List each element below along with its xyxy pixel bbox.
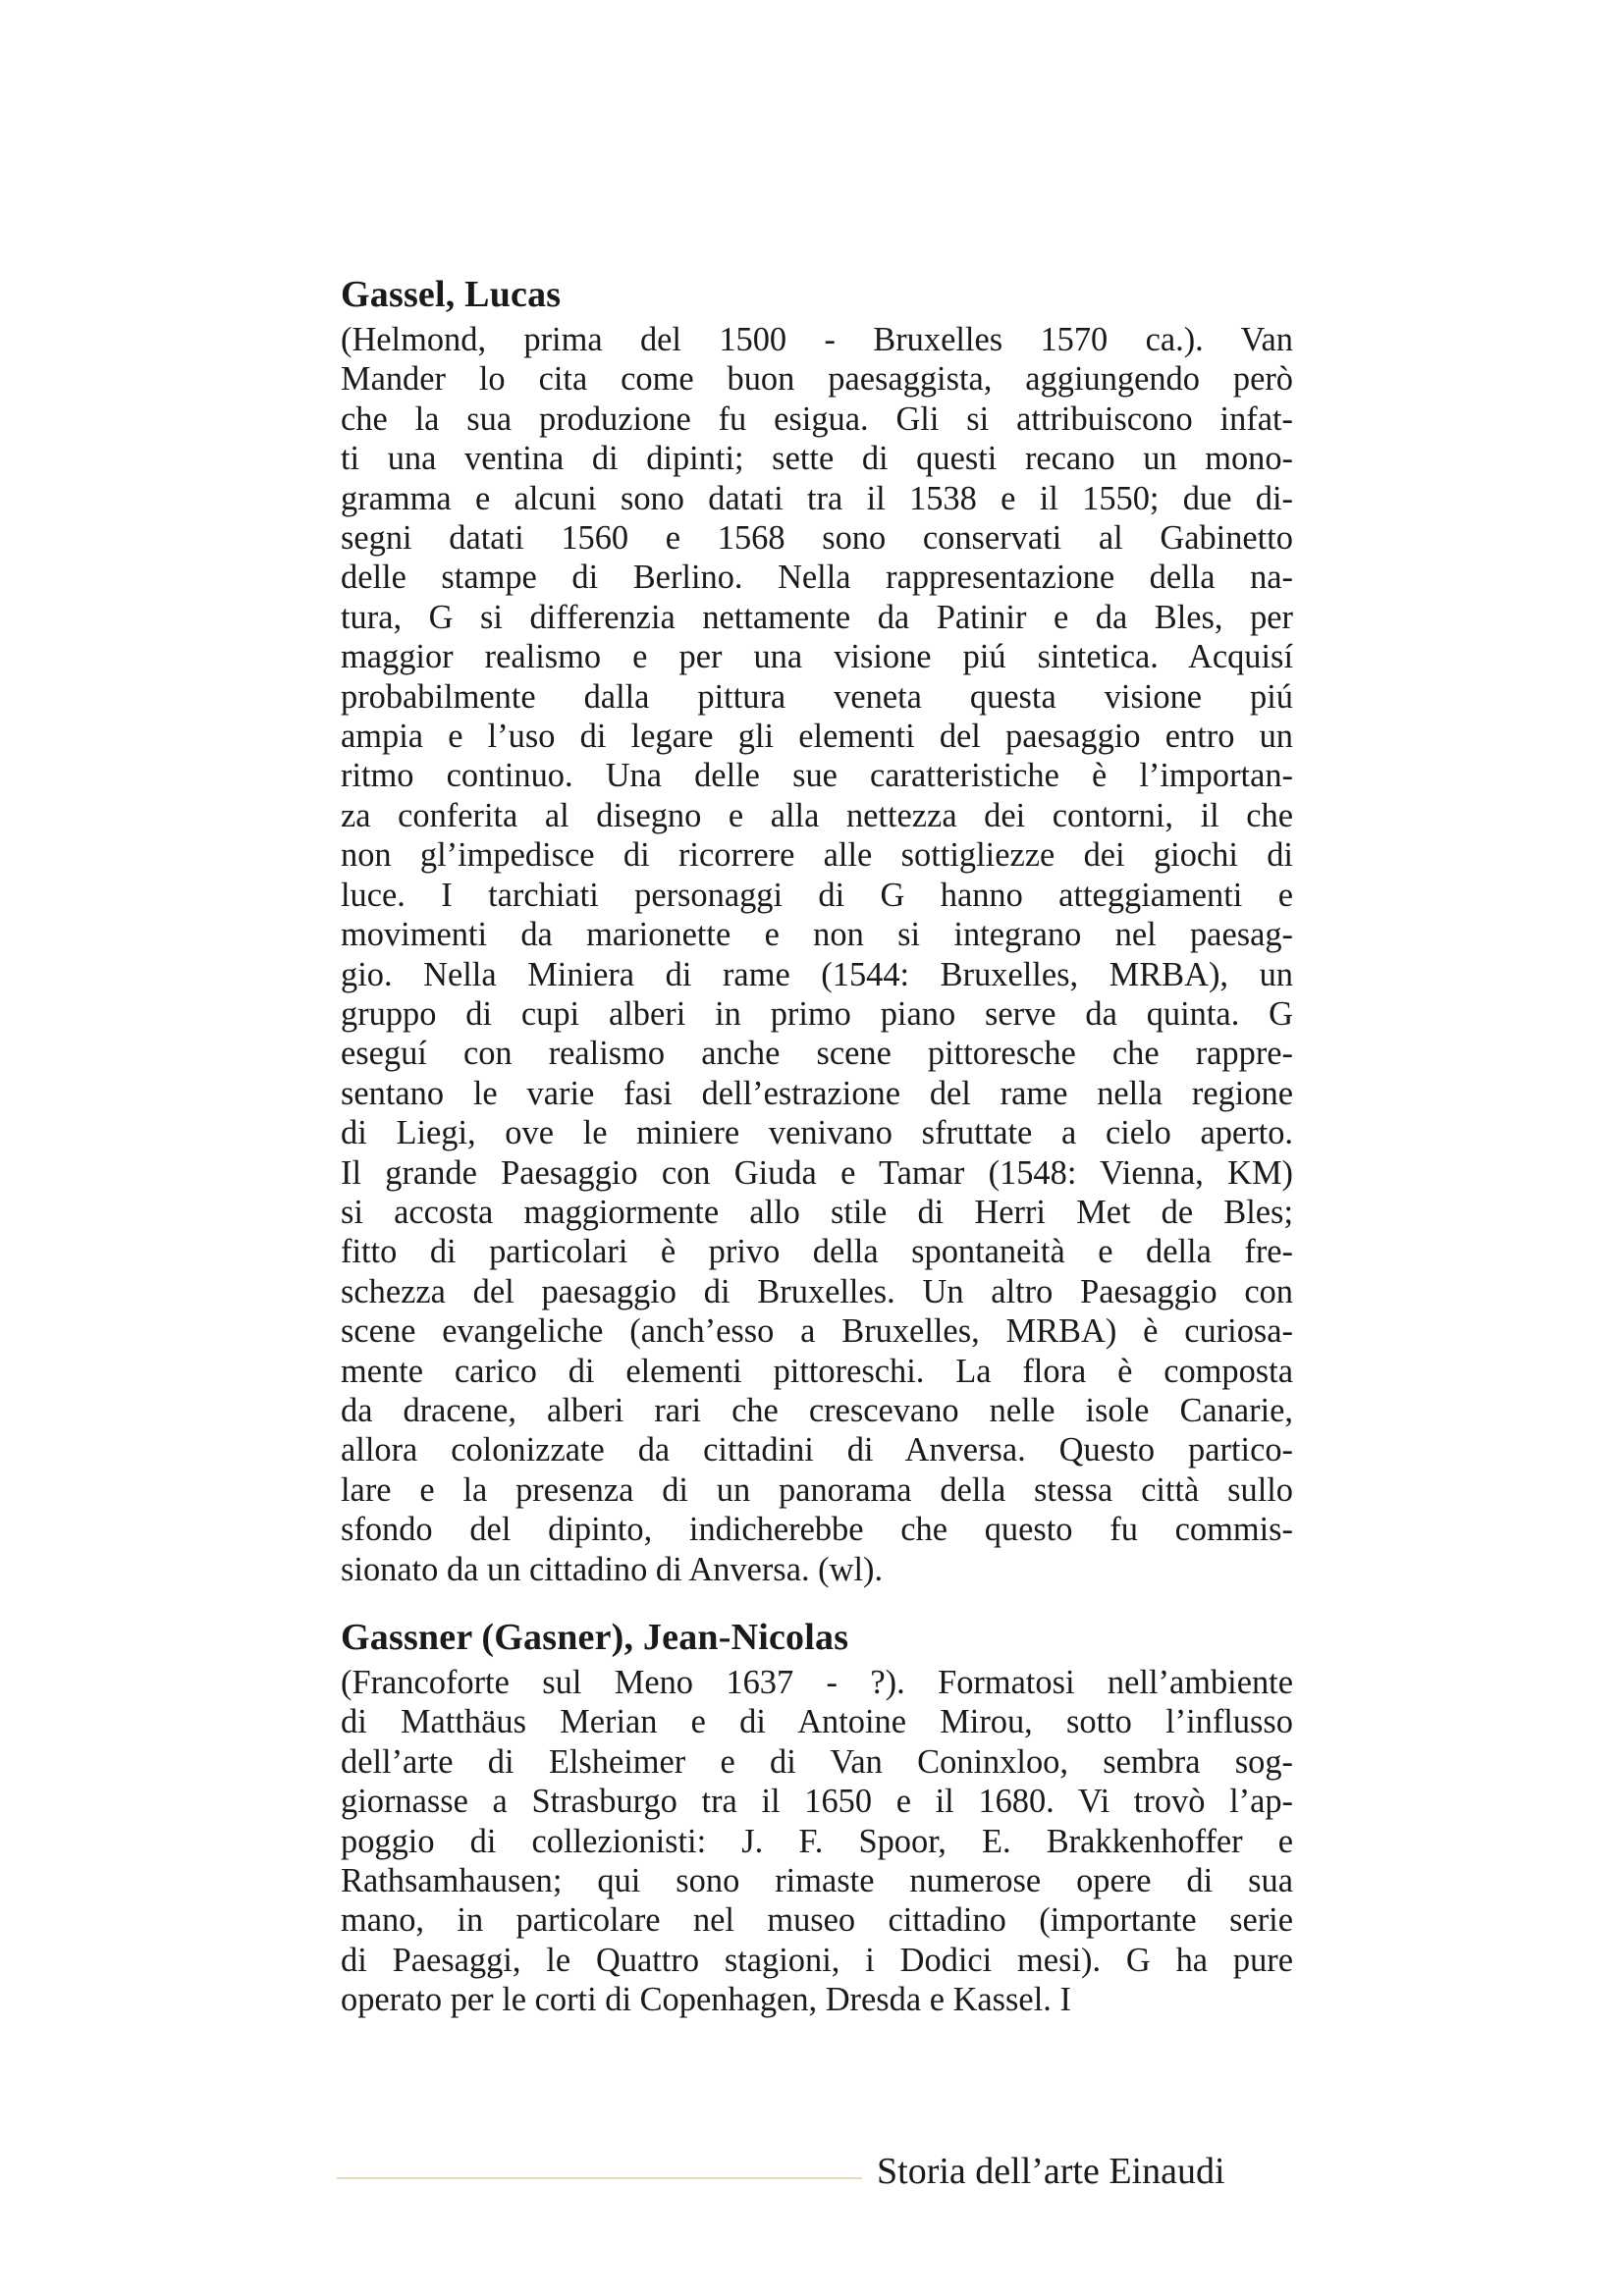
body-line: da dracene, alberi rari che crescevano nelle isole Canarie, [341, 1391, 1293, 1429]
body-line: delle stampe di Berlino. Nella rappresentazione della na- [341, 559, 1293, 597]
footer-divider [337, 2177, 862, 2179]
entry-body [341, 1663, 1293, 2020]
body-line: Rathsamhausen; qui sono rimaste numerose opere di sua [341, 1862, 1293, 1900]
body-line: gramma e alcuni sono datati tra il 1538 e il 1550; due di- [341, 479, 1293, 517]
body-line: sentano le varie fasi dell’estrazione del rame nella regione [341, 1074, 1293, 1112]
body-line: mano, in particolare nel museo cittadino (importante serie [341, 1901, 1293, 1940]
entry-gassner-jean-nicolas [341, 1616, 1293, 2020]
body-line: probabilmente dalla pittura veneta questa visione piú [341, 677, 1293, 716]
body-line: non gl’impedisce di ricorrere alle sottigliezze dei giochi di [341, 836, 1293, 875]
body-line: ritmo continuo. Una delle sue caratteristiche è l’importan- [341, 757, 1293, 795]
body-line: ampia e l’uso di legare gli elementi del paesaggio entro un [341, 718, 1293, 756]
body-line: (Helmond, prima del 1500 - Bruxelles 1570 ca.). Van [341, 321, 1293, 358]
entry-body [341, 320, 1293, 1589]
body-line: luce. I tarchiati personaggi di G hanno atteggiamenti e [341, 876, 1293, 914]
body-line: dell’arte di Elsheimer e di Van Coninxloo, sembra sog- [341, 1742, 1293, 1781]
body-line: sionato da un cittadino di Anversa. (wl). [341, 1550, 884, 1588]
body-line: tura, G si differenzia nettamente da Patinir e da Bles, per [341, 598, 1293, 636]
footer-publication: Storia dell’arte Einaudi [877, 2151, 1225, 2192]
body-line: eseguí con realismo anche scene pittoresche che rappre- [341, 1035, 1293, 1073]
body-line: sfondo del dipinto, indicherebbe che questo fu commis- [341, 1511, 1293, 1549]
body-line: si accosta maggiormente allo stile di Herri Met de Bles; [341, 1193, 1293, 1231]
body-line: lare e la presenza di un panorama della stessa città sullo [341, 1470, 1293, 1509]
body-line: che la sua produzione fu esigua. Gli si attribuiscono infat- [341, 400, 1293, 438]
body-line: Il grande Paesaggio con Giuda e Tamar (1548: Vienna, KM) [341, 1153, 1293, 1192]
body-line: allora colonizzate da cittadini di Anversa. Questo partico- [341, 1431, 1293, 1469]
body-line: poggio di collezionisti: J. F. Spoor, E. Brakkenhoffer e [341, 1822, 1293, 1860]
body-line: (Francoforte sul Meno 1637 - ?). Formatosi nell’ambiente [341, 1664, 1293, 1701]
body-line: operato per le corti di Copenhagen, Dresda e Kassel. I [341, 1981, 1071, 2019]
body-line: ti una ventina di dipinti; sette di questi recano un mono- [341, 440, 1293, 478]
entry-title: Gassner (Gasner), Jean-Nicolas [341, 1617, 849, 1658]
body-line: movimenti da marionette e non si integrano nel paesag- [341, 916, 1293, 954]
body-line: maggior realismo e per una visione piú sintetica. Acquisí [341, 638, 1293, 676]
body-line: giornasse a Strasburgo tra il 1650 e il 1680. Vi trovò l’ap- [341, 1783, 1293, 1821]
body-line: di Matthäus Merian e di Antoine Mirou, sotto l’influsso [341, 1703, 1293, 1741]
body-line: gio. Nella Miniera di rame (1544: Bruxelles, MRBA), un [341, 955, 1293, 993]
body-line: segni datati 1560 e 1568 sono conservati al Gabinetto [341, 519, 1293, 558]
body-line: scene evangeliche (anch’esso a Bruxelles, MRBA) è curiosa- [341, 1312, 1293, 1351]
body-line: schezza del paesaggio di Bruxelles. Un altro Paesaggio con [341, 1272, 1293, 1310]
body-line: Mander lo cita come buon paesaggista, aggiungendo però [341, 360, 1293, 399]
body-line: gruppo di cupi alberi in primo piano serve da quinta. G [341, 994, 1293, 1033]
entry-title: Gassel, Lucas [341, 274, 562, 315]
body-line: za conferita al disegno e alla nettezza dei contorni, il che [341, 796, 1293, 834]
body-line: fitto di particolari è privo della spontaneità e della fre- [341, 1233, 1293, 1271]
body-line: di Liegi, ove le miniere venivano sfruttate a cielo aperto. [341, 1114, 1293, 1152]
entry-gassel-lucas [341, 273, 1293, 1589]
body-line: mente carico di elementi pittoreschi. La flora è composta [341, 1352, 1293, 1390]
body-line: di Paesaggi, le Quattro stagioni, i Dodici mesi). G ha pure [341, 1941, 1293, 1979]
